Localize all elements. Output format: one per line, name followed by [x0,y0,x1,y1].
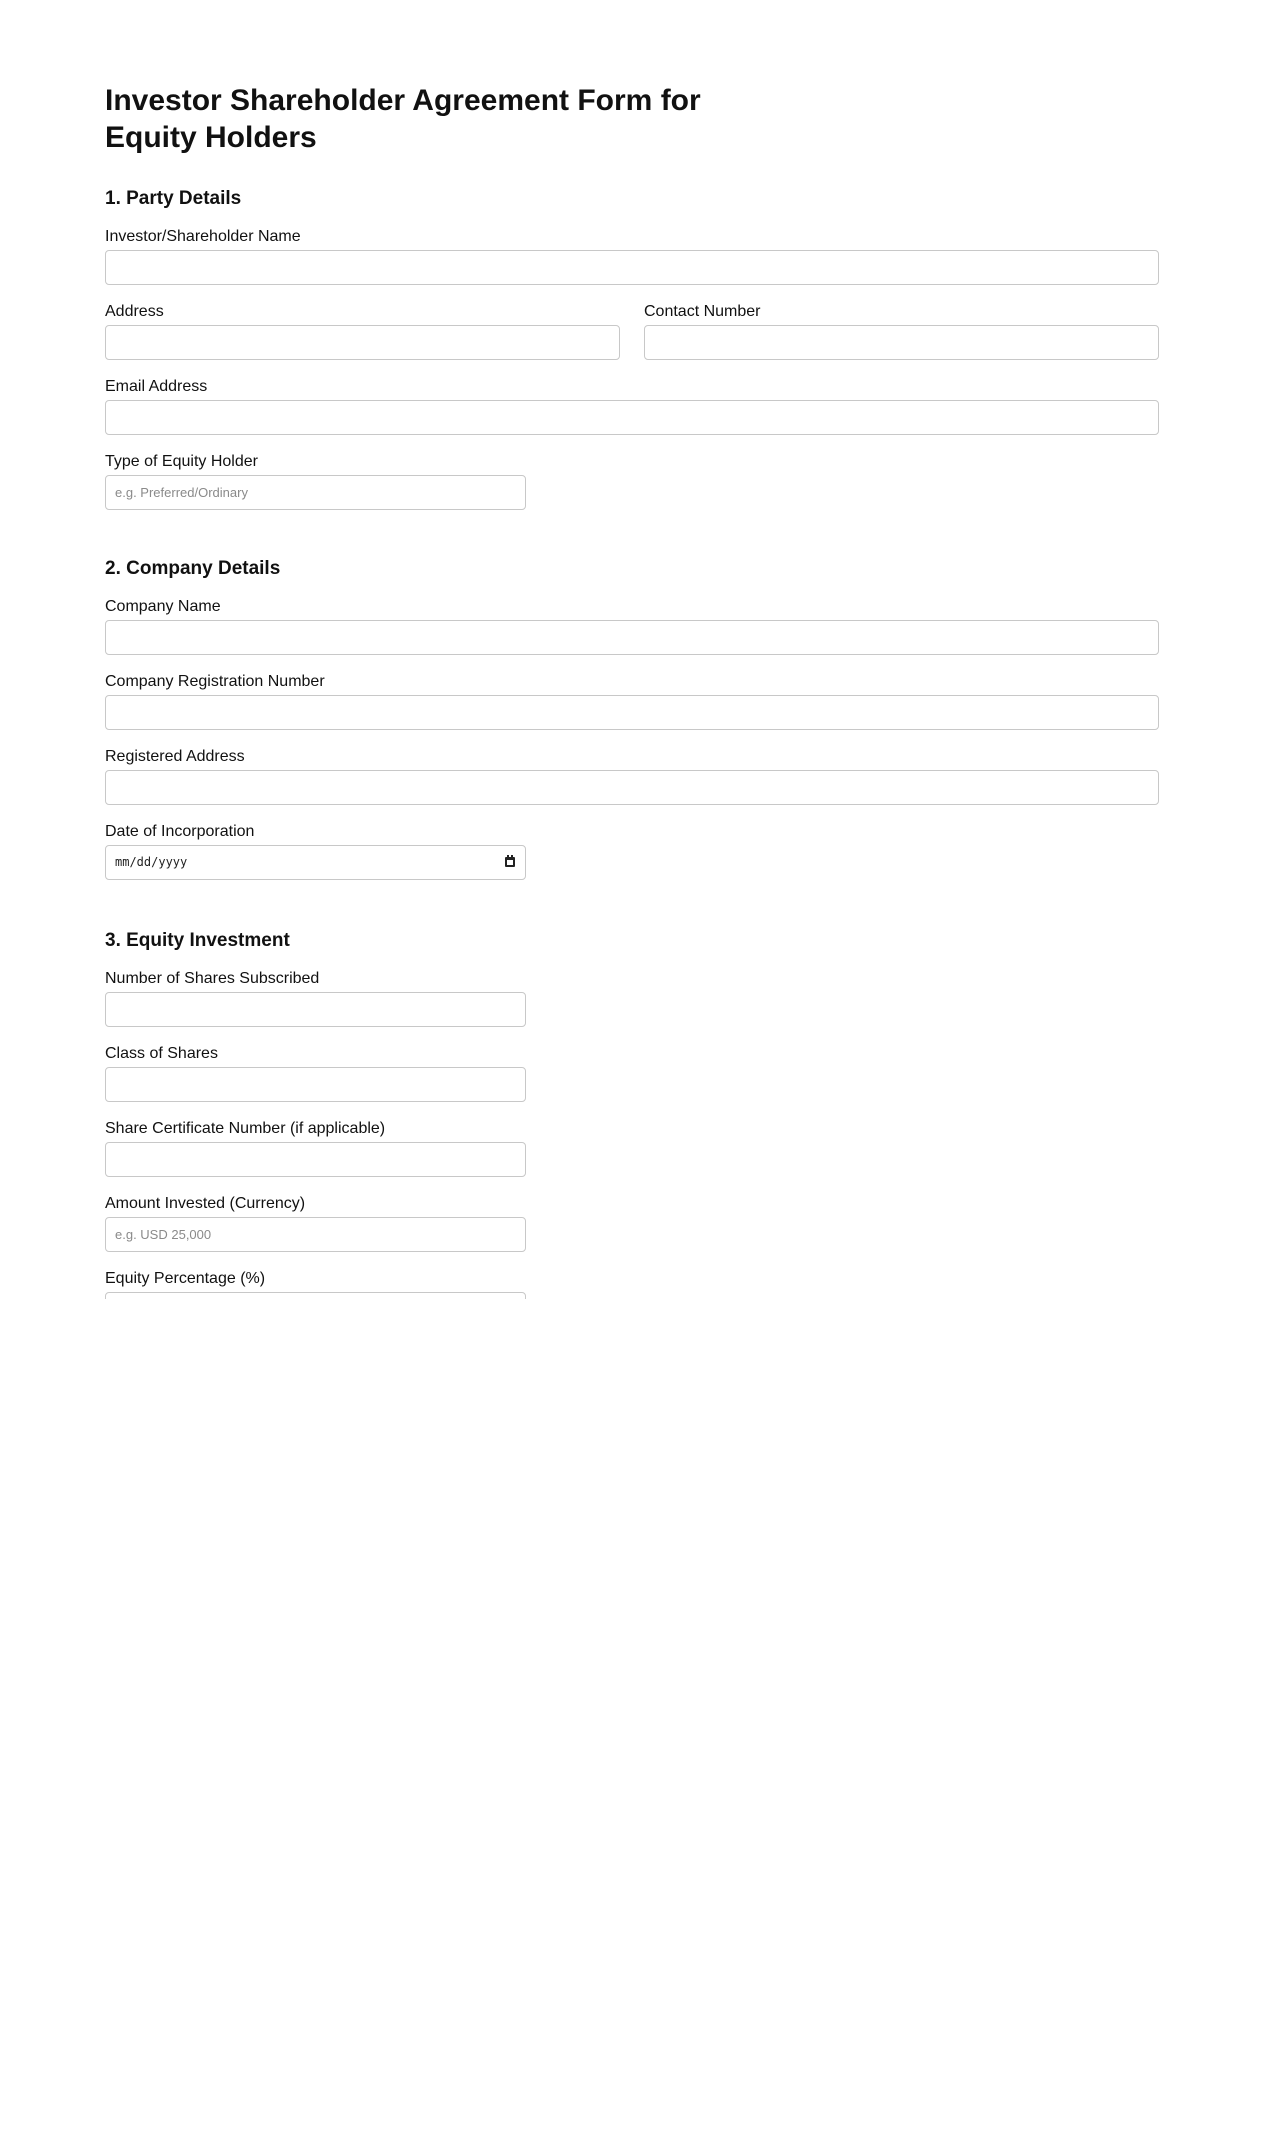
field-label: Investor/Shareholder Name [105,228,301,245]
equity-percentage-input[interactable] [105,1292,526,1299]
field-class-of-shares [105,1045,526,1102]
section-heading-equity-investment: 3. Equity Investment [105,930,290,951]
field-company-name [105,598,1159,655]
field-label: Address [105,303,164,320]
email-address-input[interactable] [105,400,1159,435]
company-registration-number-input[interactable] [105,695,1159,730]
number-of-shares-input[interactable] [105,992,526,1027]
field-equity-holder-type [105,453,526,510]
class-of-shares-input[interactable] [105,1067,526,1102]
section-heading-party-details: 1. Party Details [105,188,242,209]
contact-number-input[interactable] [644,325,1159,360]
field-email-address [105,378,1159,435]
field-label: Amount Invested (Currency) [105,1195,306,1212]
field-label: Contact Number [644,303,761,320]
company-name-input[interactable] [105,620,1159,655]
field-number-of-shares [105,970,526,1027]
field-amount-invested [105,1195,526,1252]
field-registered-address [105,748,1159,805]
field-label: Date of Incorporation [105,823,255,840]
registered-address-input[interactable] [105,770,1159,805]
date-of-incorporation-input[interactable]: mm/dd/yyyy [105,845,526,880]
field-label: Company Registration Number [105,673,325,690]
equity-holder-type-input[interactable]: e.g. Preferred/Ordinary [105,475,526,510]
field-share-certificate-number [105,1120,526,1177]
field-label: Class of Shares [105,1045,218,1062]
field-label: Equity Percentage (%) [105,1270,266,1287]
address-input[interactable] [105,325,620,360]
amount-invested-input[interactable]: e.g. USD 25,000 [105,1217,526,1252]
field-label: Email Address [105,378,208,395]
field-investor-name [105,228,1159,285]
field-address [105,303,620,360]
share-certificate-number-input[interactable] [105,1142,526,1177]
field-label: Share Certificate Number (if applicable) [105,1120,386,1137]
field-date-of-incorporation [105,823,526,880]
field-equity-percentage [105,1270,526,1299]
field-label: Registered Address [105,748,245,765]
page-title: Investor Shareholder Agreement Form for Equity Holders [105,84,701,154]
investor-name-input[interactable] [105,250,1159,285]
field-label: Company Name [105,598,221,615]
field-label: Number of Shares Subscribed [105,970,320,987]
field-label: Type of Equity Holder [105,453,258,470]
field-company-registration-number [105,673,1159,730]
section-heading-company-details: 2. Company Details [105,558,281,579]
calendar-icon[interactable] [505,857,515,867]
field-contact-number [644,303,1159,360]
